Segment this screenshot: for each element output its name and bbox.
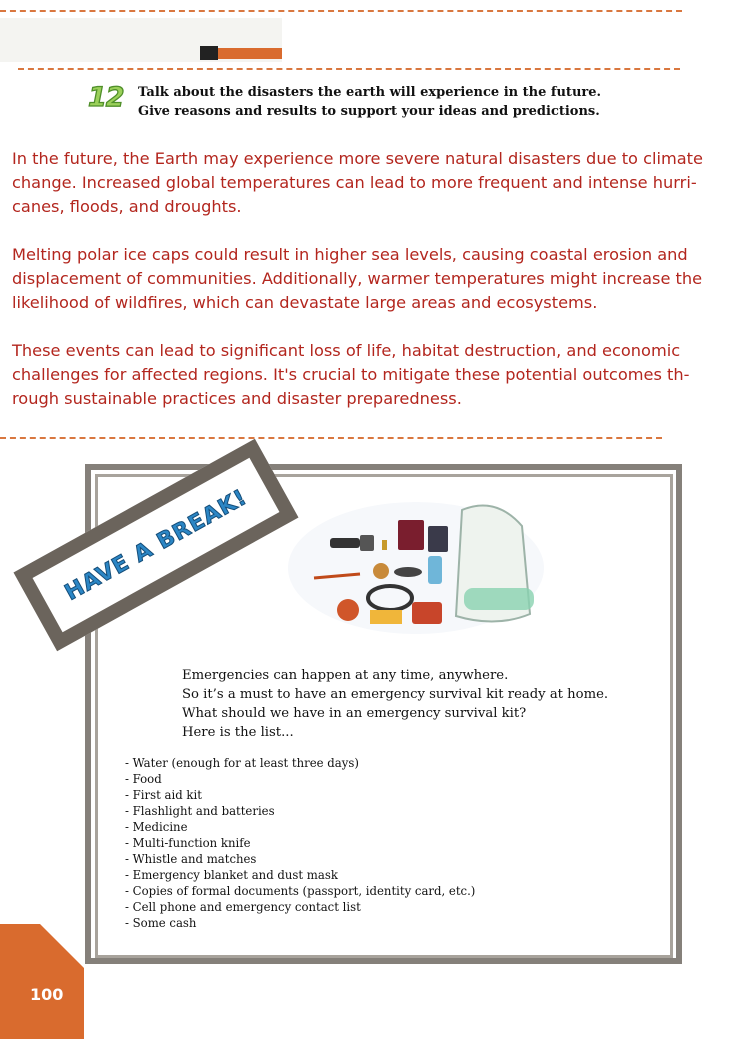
task-line: Talk about the disasters the earth will experience in the future. — [138, 85, 602, 100]
list-item: - Some cash — [125, 916, 197, 930]
survival-kit-illustration — [286, 496, 548, 636]
top-strip-image — [0, 18, 282, 62]
task-line: Give reasons and results to support your ideas and predictions. — [138, 104, 600, 119]
page-number: 100 — [30, 985, 64, 1004]
task-instructions — [138, 83, 698, 121]
intro-line: Here is the list... — [182, 725, 294, 740]
list-item: - Whistle and matches — [125, 852, 257, 866]
list-item: - Copies of formal documents (passport, identity card, etc.) — [125, 884, 476, 898]
answer-paragraph: In the future, the Earth may experience more severe natural disasters due to climate change. Increased global temperatures can lead to more frequent and intense hurri-canes, floods, and droughts. — [12, 149, 703, 216]
answer-text — [12, 147, 726, 435]
section-dashed-divider — [0, 437, 662, 439]
list-item: - Food — [125, 772, 162, 786]
intro-line: Emergencies can happen at any time, anywhere. — [182, 668, 509, 683]
list-item: - Medicine — [125, 820, 188, 834]
list-item: - First aid kit — [125, 788, 202, 802]
break-intro — [182, 666, 652, 742]
survival-kit-list — [125, 755, 645, 931]
intro-line: So it’s a must to have an emergency survival kit ready at home. — [182, 687, 609, 702]
list-item: - Flashlight and batteries — [125, 804, 275, 818]
banner-text: HAVE A BREAK! — [60, 484, 252, 606]
list-item: - Emergency blanket and dust mask — [125, 868, 338, 882]
answer-paragraph: Melting polar ice caps could result in higher sea levels, causing coastal erosion and displacement of communities. Additionally, warmer temperatures might increase the likelihood of wildfires, which can devastate large areas and ecosystems. — [12, 245, 703, 312]
header-dashed-divider — [18, 68, 680, 70]
intro-line: What should we have in an emergency survival kit? — [182, 706, 527, 721]
task-number: 12 — [88, 82, 124, 113]
page-corner-tab — [0, 924, 84, 1039]
list-item: - Water (enough for at least three days) — [125, 756, 359, 770]
top-dashed-divider — [0, 10, 682, 12]
list-item: - Multi-function knife — [125, 836, 251, 850]
list-item: - Cell phone and emergency contact list — [125, 900, 361, 914]
answer-paragraph: These events can lead to significant loss of life, habitat destruction, and economic challenges for affected regions. It's crucial to mitigate these potential outcomes th-rough sustainable practices and disaster preparedness. — [12, 341, 690, 408]
